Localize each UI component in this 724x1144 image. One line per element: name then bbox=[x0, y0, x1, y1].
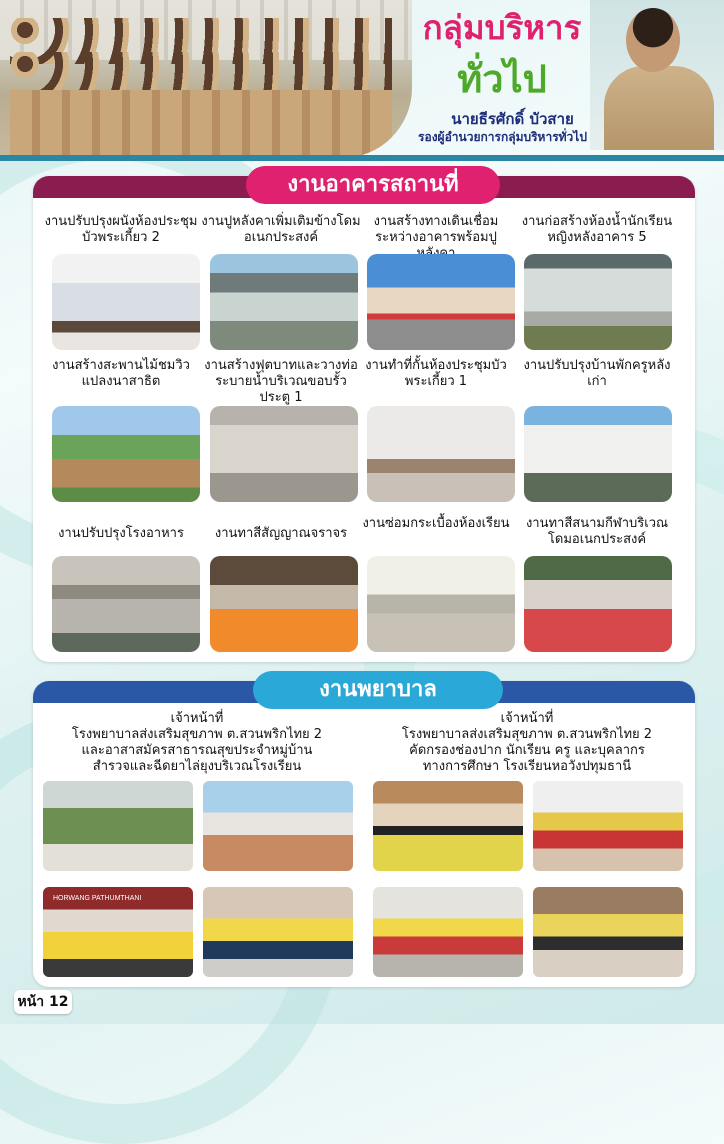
caption-line: สำรวจและฉีดยาไล่ยุงบริเวณโรงเรียน bbox=[92, 759, 302, 774]
work-item-caption: งานสร้างทางเดินเชื่อมระหว่างอาคารพร้อมปู bbox=[373, 214, 499, 245]
work-item-caption: งานทาสีสนามกีฬาบริเวณโดมอเนกประสงค์ bbox=[525, 516, 669, 547]
page-title-line2: ทั่วไป bbox=[457, 57, 547, 101]
work-item-caption: งานปรับปรุงผนังห้องประชุมบัวพระเกี้ยว 2 bbox=[44, 214, 198, 245]
work-item-photo bbox=[210, 556, 358, 652]
work-item-caption: งานซ่อมกระเบื้องห้องเรียน bbox=[362, 516, 510, 531]
work-item-photo bbox=[367, 556, 515, 652]
section-heading: งานพยาบาล bbox=[253, 671, 503, 709]
caption-line: ทางการศึกษา โรงเรียนหอวังปทุมธานี bbox=[422, 759, 632, 774]
nursing-caption-right bbox=[367, 711, 687, 775]
nursing-photo bbox=[203, 887, 353, 977]
caption-line: โรงพยาบาลส่งเสริมสุขภาพ ต.สวนพริกไทย 2 bbox=[71, 727, 323, 742]
header bbox=[0, 0, 724, 160]
nursing-caption-left bbox=[37, 711, 357, 775]
section-heading: งานอาคารสถานที่ bbox=[246, 166, 500, 204]
work-item-photo bbox=[210, 254, 358, 350]
administrator-portrait bbox=[590, 0, 724, 150]
work-item-caption: งานทาสีสัญญาณจราจร bbox=[214, 526, 348, 541]
portrait-body bbox=[604, 66, 714, 150]
work-item-photo bbox=[524, 406, 672, 502]
work-item-caption: งานสร้างสะพานไม้ชมวิวแปลงนาสาธิต bbox=[52, 358, 190, 389]
caption-line: และอาสาสมัครสาธารณสุขประจำหมู่บ้าน bbox=[81, 743, 313, 758]
administrator-name: นายธีรศักดิ์ บัวสาย bbox=[451, 110, 574, 128]
work-item-photo bbox=[52, 406, 200, 502]
caption-line: เจ้าหน้าที่ bbox=[500, 711, 554, 726]
work-item-caption: งานก่อสร้างห้องน้ำนักเรียนหญิงหลังอาคาร 5 bbox=[521, 214, 673, 245]
work-item-photo bbox=[524, 254, 672, 350]
header-divider bbox=[0, 155, 724, 161]
nursing-photo bbox=[533, 781, 683, 871]
nursing-photo bbox=[43, 887, 193, 977]
work-item-photo bbox=[210, 406, 358, 502]
work-item-caption: งานปูหลังคาเพิ่มเติมข้างโดมอเนกประสงค์ bbox=[201, 214, 361, 245]
work-item-photo bbox=[52, 254, 200, 350]
nursing-photo bbox=[203, 781, 353, 871]
nursing-photo bbox=[373, 887, 523, 977]
section-nursing bbox=[33, 677, 695, 987]
work-item-caption: งานสร้างฟุตบาทและวางท่อระบายน้ำบริเวณขอบรั้วประตู 1 bbox=[204, 358, 358, 405]
section-buildings bbox=[33, 172, 695, 662]
nursing-photo bbox=[533, 887, 683, 977]
page-number: หน้า 12 bbox=[14, 990, 72, 1014]
page-title-line1: กลุ่มบริหาร bbox=[422, 8, 582, 47]
work-item-photo bbox=[367, 254, 515, 350]
photo-people-row bbox=[10, 90, 392, 156]
work-item-caption: งานปรับปรุงโรงอาหาร bbox=[58, 526, 184, 541]
nursing-photo bbox=[373, 781, 523, 871]
caption-line: โรงพยาบาลส่งเสริมสุขภาพ ต.สวนพริกไทย 2 bbox=[401, 727, 653, 742]
work-item-caption: งานทำที่กั้นห้องประชุมบัวพระเกี้ยว 1 bbox=[365, 358, 507, 389]
portrait-head bbox=[626, 8, 680, 72]
school-sign: HORWANG PATHUMTHANI bbox=[53, 895, 142, 902]
administrator-role: รองผู้อำนวยการกลุ่มบริหารทั่วไป bbox=[418, 130, 587, 144]
caption-line: คัดกรองช่องปาก นักเรียน ครู และบุคลากร bbox=[409, 743, 645, 758]
work-item-photo bbox=[367, 406, 515, 502]
nursing-photo bbox=[43, 781, 193, 871]
team-group-photo bbox=[0, 0, 412, 158]
caption-line: เจ้าหน้าที่ bbox=[170, 711, 224, 726]
work-item-caption: งานปรับปรุงบ้านพักครูหลังเก่า bbox=[523, 358, 671, 389]
work-item-photo bbox=[524, 556, 672, 652]
work-item-photo bbox=[52, 556, 200, 652]
